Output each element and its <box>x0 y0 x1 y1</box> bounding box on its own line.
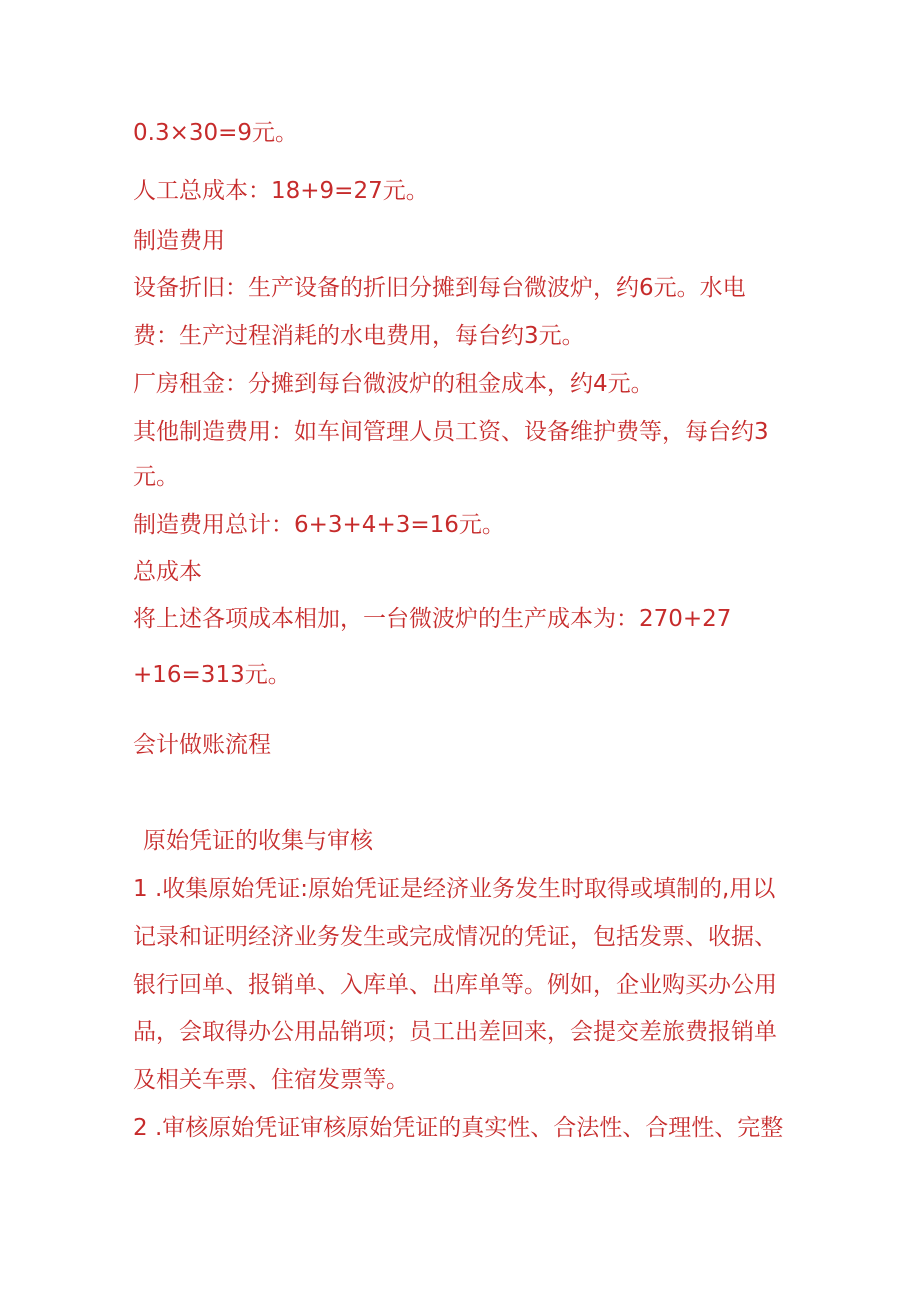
heading-total-cost: 总成本 <box>133 559 202 585</box>
text-line-other-overhead-cont: 元。 <box>133 464 179 490</box>
text-line-labor-calc: 0.3×30=9元。 <box>133 120 299 146</box>
text-line-item-1-cont-a: 记录和证明经济业务发生或完成情况的凭证，包括发票、收据、 <box>133 924 777 950</box>
heading-accounting-process: 会计做账流程 <box>133 732 271 758</box>
text-line-other-overhead: 其他制造费用：如车间管理人员工资、设备维护费等，每台约3 <box>133 419 769 445</box>
text-line-item-1-cont-c: 品，会取得办公用品销项；员工出差回来，会提交差旅费报销单 <box>133 1019 777 1045</box>
text-line-item-1-cont-b: 银行回单、报销单、入库单、出库单等。例如，企业购买办公用 <box>133 972 777 998</box>
text-line-item-2: 2 .审核原始凭证审核原始凭证的真实性、合法性、合理性、完整 <box>133 1115 784 1141</box>
heading-manufacturing-overhead: 制造费用 <box>133 228 225 254</box>
text-line-total-cost: 将上述各项成本相加，一台微波炉的生产成本为：270+27 <box>133 606 732 632</box>
text-line-rent: 厂房租金：分摊到每台微波炉的租金成本，约4元。 <box>133 371 654 397</box>
heading-voucher-collection: 原始凭证的收集与审核 <box>143 828 373 854</box>
text-line-item-1: 1 .收集原始凭证:原始凭证是经济业务发生时取得或填制的,用以 <box>133 876 776 902</box>
text-line-item-1-cont-d: 及相关车票、住宿发票等。 <box>133 1067 409 1093</box>
text-line-labor-total: 人工总成本：18+9=27元。 <box>133 178 429 204</box>
text-line-utilities: 费：生产过程消耗的水电费用，每台约3元。 <box>133 323 585 349</box>
text-line-total-cost-cont: +16=313元。 <box>133 662 291 688</box>
text-line-overhead-total: 制造费用总计：6+3+4+3=16元。 <box>133 512 505 538</box>
text-line-depreciation: 设备折旧：生产设备的折旧分摊到每台微波炉，约6元。水电 <box>133 275 746 301</box>
